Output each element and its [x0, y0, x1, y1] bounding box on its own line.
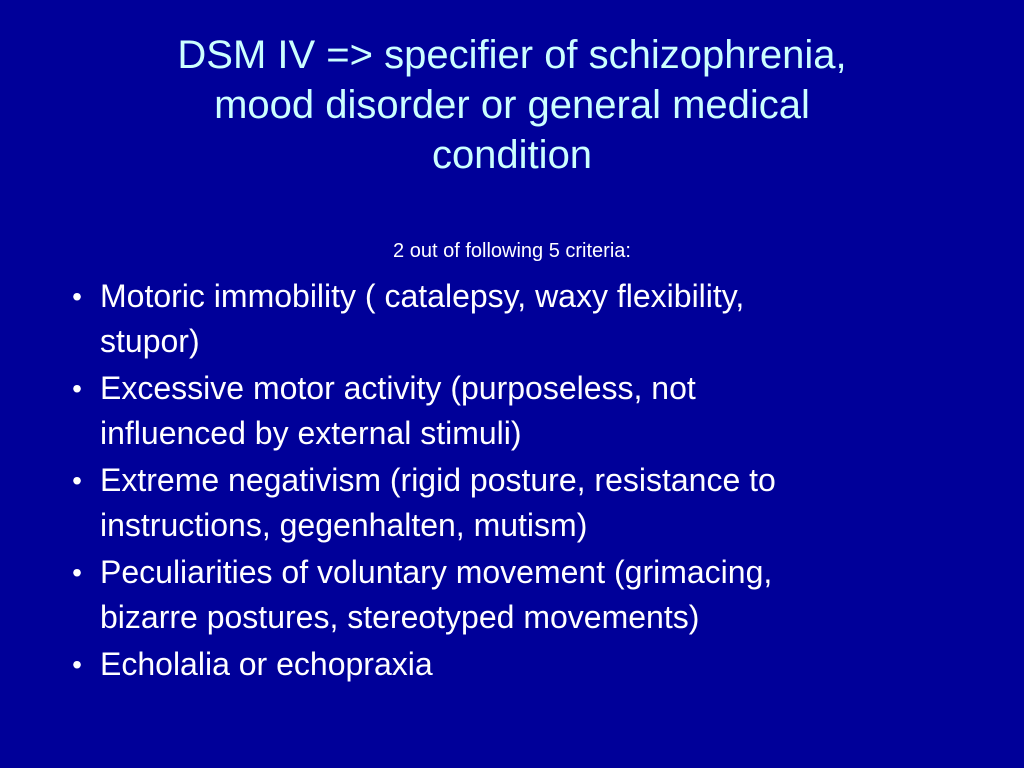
- criteria-list: [54, 274, 974, 689]
- title-line: DSM IV => specifier of schizophrenia,: [177, 33, 847, 77]
- criteria-item-text: [100, 366, 974, 456]
- criteria-line: influenced by external stimuli): [100, 415, 522, 451]
- criteria-line: Motoric immobility ( catalepsy, waxy flexibility,: [100, 278, 745, 314]
- bullet-icon: •: [72, 373, 82, 404]
- criteria-item: [54, 642, 974, 687]
- criteria-item-text: [100, 274, 974, 364]
- criteria-item-text: [100, 550, 974, 640]
- title-line: condition: [431, 133, 593, 177]
- criteria-item: [54, 550, 974, 640]
- bullet-icon: •: [72, 557, 82, 588]
- criteria-line: Extreme negativism (rigid posture, resistance to: [100, 462, 776, 498]
- bullet-icon: •: [72, 649, 82, 680]
- criteria-line: bizarre postures, stereotyped movements): [100, 599, 700, 635]
- criteria-line: stupor): [100, 323, 200, 359]
- criteria-line: Peculiarities of voluntary movement (grimacing,: [100, 554, 773, 590]
- criteria-item: [54, 274, 974, 364]
- bullet-icon: •: [72, 465, 82, 496]
- criteria-subtitle: 2 out of following 5 criteria:: [393, 240, 631, 262]
- title-line: mood disorder or general medical: [214, 83, 810, 127]
- bullet-icon: •: [72, 281, 82, 312]
- criteria-item-text: [100, 642, 974, 687]
- criteria-line: Echolalia or echopraxia: [100, 646, 433, 682]
- criteria-item: [54, 458, 974, 548]
- criteria-line: Excessive motor activity (purposeless, not: [100, 370, 696, 406]
- criteria-line: instructions, gegenhalten, mutism): [100, 507, 588, 543]
- slide-title: [60, 30, 964, 180]
- criteria-item-text: [100, 458, 974, 548]
- criteria-item: [54, 366, 974, 456]
